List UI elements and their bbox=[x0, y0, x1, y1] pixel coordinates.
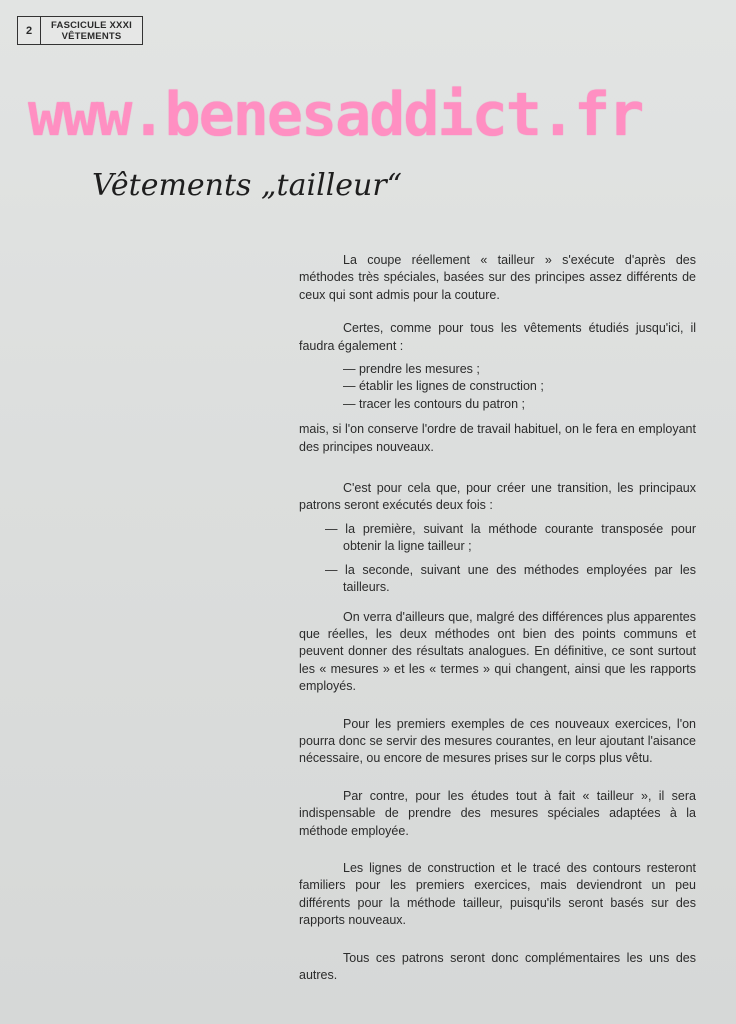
step-list bbox=[299, 361, 696, 413]
paragraph-2: Certes, comme pour tous les vêtements étudiés jusqu'ici, il faudra également : bbox=[299, 321, 696, 353]
paragraph-7: Par contre, pour les études tout à fait « tailleur », il sera indispensable de prendre des mesures spéciales adaptées à la méthode employée. bbox=[299, 788, 696, 838]
watermark-url: www.benesaddict.fr bbox=[28, 80, 643, 150]
fascicle-line-2: VÊTEMENTS bbox=[61, 30, 122, 42]
method-list-item: — la seconde, suivant une des méthodes employées par les tailleurs. bbox=[325, 562, 696, 595]
method-list bbox=[323, 521, 696, 597]
step-list-item: — établir les lignes de construction ; bbox=[343, 379, 544, 394]
step-list-item: — tracer les contours du patron ; bbox=[343, 396, 526, 411]
fascicle-label bbox=[41, 17, 142, 44]
step-list-item: — prendre les mesures ; bbox=[343, 362, 480, 377]
page-number: 2 bbox=[18, 17, 41, 44]
paragraph-4: C'est pour cela que, pour créer une transition, les principaux patrons seront exécutés deux fois : bbox=[299, 481, 696, 513]
fascicle-line-1: FASCICULE XXXI bbox=[51, 19, 132, 31]
page-title: Vêtements „tailleur“ bbox=[92, 168, 403, 203]
paragraph-8: Les lignes de construction et le tracé des contours resteront familiers pour les premiers exercices, mais deviendront un peu différents pour la méthode tailleur, puisqu'ils seront basés sur des rapports nouveaux. bbox=[299, 860, 696, 928]
paragraph-9: Tous ces patrons seront donc complémentaires les uns des autres. bbox=[299, 950, 696, 982]
body-text bbox=[299, 252, 696, 1000]
paragraph-6: Pour les premiers exemples de ces nouveaux exercices, l'on pourra donc se servir des mesures courantes, en leur ajoutant l'aisance nécessaire, ou encore de mesures prises sur le corps plus vêtu. bbox=[299, 716, 696, 766]
paragraph-3: mais, si l'on conserve l'ordre de travail habituel, on le fera en employant des principes nouveaux. bbox=[299, 422, 696, 454]
method-list-item: — la première, suivant la méthode courante transposée pour obtenir la ligne tailleur ; bbox=[325, 521, 696, 554]
paragraph-1: La coupe réellement « tailleur » s'exécute d'après des méthodes très spéciales, basées sur des principes assez différents de ceux qui sont admis pour la couture. bbox=[299, 253, 696, 302]
fascicle-header bbox=[17, 16, 143, 45]
paragraph-5: On verra d'ailleurs que, malgré des différences plus apparentes que réelles, les deux méthodes ont bien des points communs et peuvent donner des résultats analogues. En définitive, ce sont surtout les « mesures » et les « termes » qui changent, ainsi que les rapports employés. bbox=[299, 609, 696, 694]
